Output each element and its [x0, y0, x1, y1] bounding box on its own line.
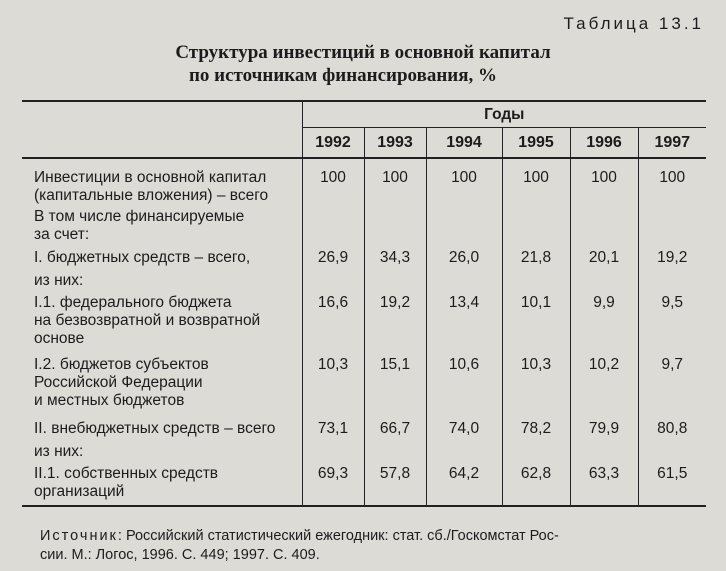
table-cell: 100	[502, 158, 570, 205]
row-label	[22, 267, 302, 290]
row-label-line: из них:	[34, 272, 84, 289]
table-cell: 73,1	[302, 410, 364, 438]
row-label-line: организаций	[34, 483, 125, 500]
table-cell: 21,8	[502, 244, 570, 267]
row-label-line: II.1. собственных средств	[34, 465, 219, 482]
table-cell: 100	[302, 158, 364, 205]
table-cell: 61,5	[638, 461, 706, 506]
table-row	[22, 267, 706, 290]
table-number: Таблица 13.1	[563, 14, 704, 33]
table-cell: 78,2	[502, 410, 570, 438]
table-cell: 69,3	[302, 461, 364, 506]
row-label	[22, 410, 302, 438]
row-label-line: на безвозвратной и возвратной	[34, 312, 261, 329]
table-cell: 100	[364, 158, 426, 205]
table-row	[22, 158, 706, 205]
table-cell: 9,5	[638, 290, 706, 348]
row-label-line: II. внебюджетных средств – всего	[34, 420, 276, 437]
table-cell: 19,2	[364, 290, 426, 348]
table-cell: 10,1	[502, 290, 570, 348]
table-cell: 10,3	[502, 348, 570, 410]
table-cell: 9,9	[570, 290, 638, 348]
table-cell: 80,8	[638, 410, 706, 438]
row-label	[22, 205, 302, 244]
row-label-line: за счет:	[34, 226, 90, 243]
table-cell: 34,3	[364, 244, 426, 267]
row-label-line: I.2. бюджетов субъектов	[34, 356, 209, 373]
table-cell: 64,2	[426, 461, 502, 506]
table-row	[22, 205, 706, 244]
table-cell: 100	[426, 158, 502, 205]
year-header: 1992	[302, 128, 364, 159]
row-label-line: и местных бюджетов	[34, 392, 185, 409]
table-row	[22, 290, 706, 348]
table-row	[22, 244, 706, 267]
year-header: 1993	[364, 128, 426, 159]
table-cell: 26,9	[302, 244, 364, 267]
year-header: 1997	[638, 128, 706, 159]
table-row	[22, 461, 706, 506]
row-label	[22, 461, 302, 506]
table-cell: 13,4	[426, 290, 502, 348]
row-label-line: I.1. федерального бюджета	[34, 294, 232, 311]
row-label-line: I. бюджетных средств – всего,	[34, 249, 251, 266]
table-cell: 57,8	[364, 461, 426, 506]
table-cell: 16,6	[302, 290, 364, 348]
table-cell: 79,9	[570, 410, 638, 438]
data-table	[22, 100, 706, 507]
row-label-line: (капитальные вложения) – всего	[34, 187, 269, 204]
table-cell: 10,2	[570, 348, 638, 410]
table-cell: 100	[638, 158, 706, 205]
row-label-line: основе	[34, 330, 85, 347]
table-cell: 26,0	[426, 244, 502, 267]
table-cell: 9,7	[638, 348, 706, 410]
row-label-line: Российской Федерации	[34, 374, 203, 391]
source-text-line2: сии. М.: Логос, 1996. С. 449; 1997. С. 409.	[40, 547, 320, 563]
table-cell: 10,6	[426, 348, 502, 410]
table-row	[22, 348, 706, 410]
row-label-line: из них:	[34, 443, 84, 460]
table-row	[22, 410, 706, 438]
year-header: 1995	[502, 128, 570, 159]
table-title-line1: Структура инвестиций в основной капитал	[175, 42, 551, 63]
table-cell: 10,3	[302, 348, 364, 410]
row-label-line: В том числе финансируемые	[34, 208, 245, 225]
table-row	[22, 438, 706, 461]
header-row-years	[22, 101, 706, 128]
source-prefix: Источник	[40, 528, 118, 544]
row-label	[22, 158, 302, 205]
table-cell: 66,7	[364, 410, 426, 438]
table-cell: 20,1	[570, 244, 638, 267]
year-header: 1996	[570, 128, 638, 159]
source-text: : Российский статистический ежегодник: стат. сб./Госкомстат Рос-	[117, 528, 559, 544]
source-note	[40, 527, 700, 565]
row-label-line: Инвестиции в основной капитал	[34, 169, 267, 186]
table-cell: 15,1	[364, 348, 426, 410]
header-corner	[22, 101, 302, 158]
table-cell: 19,2	[638, 244, 706, 267]
row-label	[22, 290, 302, 348]
table-title-line2: по источникам финансирования, %	[188, 65, 498, 86]
table-cell: 63,3	[570, 461, 638, 506]
year-header: 1994	[426, 128, 502, 159]
table-cell: 62,8	[502, 461, 570, 506]
row-label	[22, 438, 302, 461]
table-cell: 74,0	[426, 410, 502, 438]
years-header: Годы	[302, 101, 706, 128]
table-cell: 100	[570, 158, 638, 205]
row-label	[22, 244, 302, 267]
row-label	[22, 348, 302, 410]
